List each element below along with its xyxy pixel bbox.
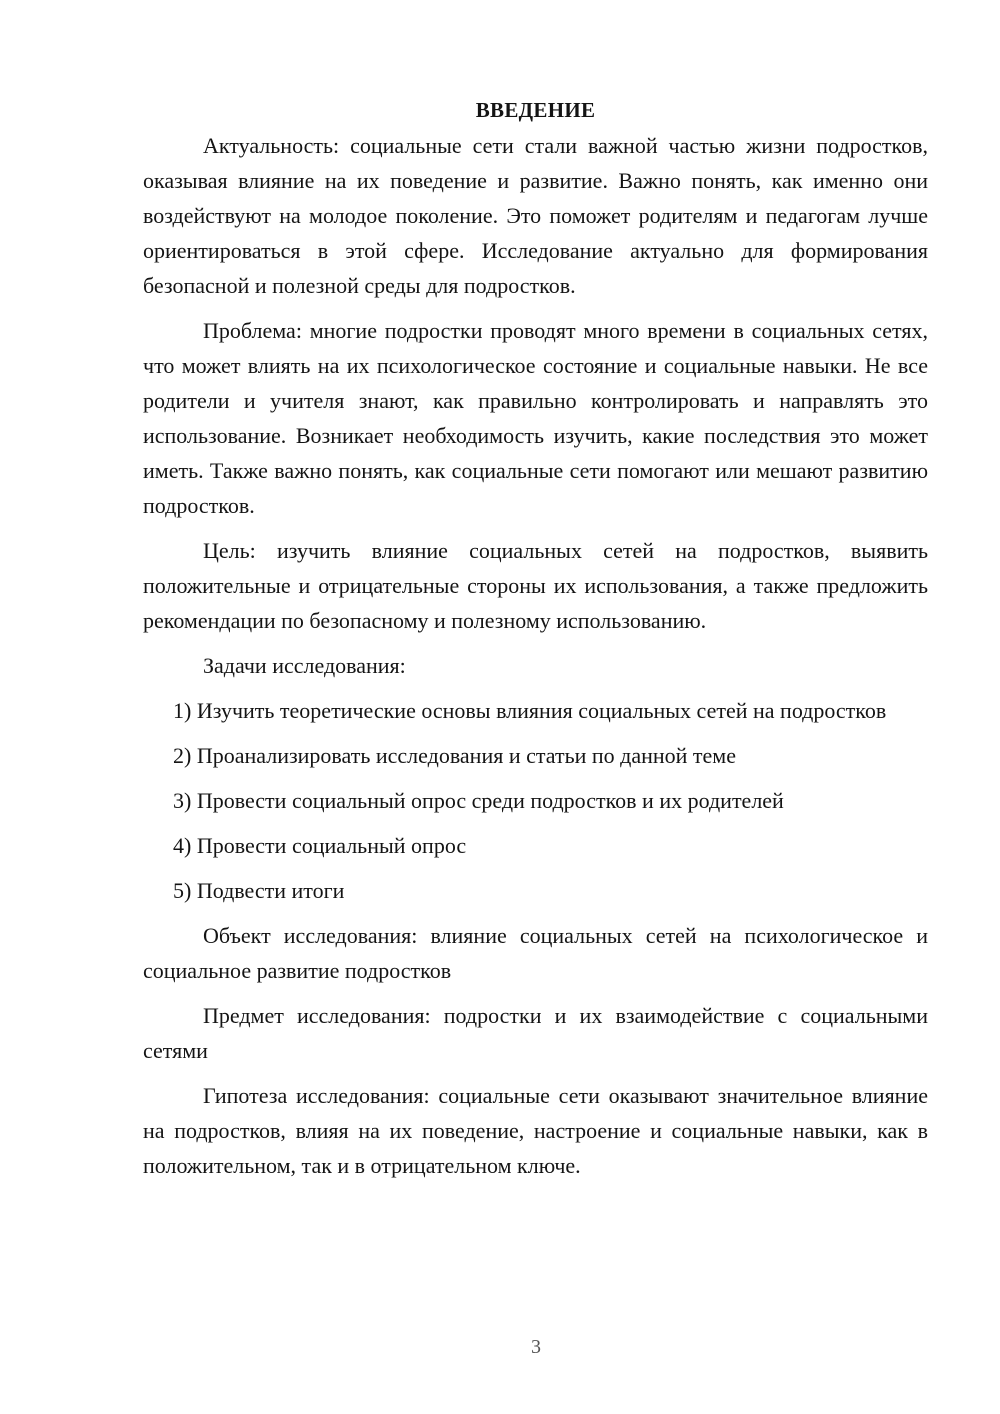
section-title: ВВЕДЕНИЕ [475, 98, 596, 122]
task-item-5: 5) Подвести итоги [173, 878, 345, 903]
hypothesis-paragraph: Гипотеза исследования: социальные сети оказывают значительное влияние на подростков, влияя на их поведение, настроение и социальные навыки, как в положительном, так и в отрицательном ключе. [143, 1083, 928, 1178]
relevance-paragraph: Актуальность: социальные сети стали важной частью жизни подростков, оказывая влияние на их поведение и развитие. Важно понять, как именно они воздействуют на молодое поколение. Это поможет родителям и педагогам лучше ориентироваться в этой сфере. Исследование актуально для формирования безопасной и полезной среды для подростков. [143, 133, 928, 298]
task-item-3: 3) Провести социальный опрос среди подростков и их родителей [173, 788, 784, 813]
page-number: 3 [531, 1336, 541, 1358]
subject-paragraph: Предмет исследования: подростки и их взаимодействие с социальными сетями [143, 1003, 928, 1063]
page-content [143, 92, 928, 1183]
task-item-4: 4) Провести социальный опрос [173, 833, 467, 858]
task-item-2: 2) Проанализировать исследования и статьи по данной теме [173, 743, 736, 768]
object-paragraph: Объект исследования: влияние социальных сетей на психологическое и социальное развитие подростков [143, 923, 928, 983]
problem-paragraph: Проблема: многие подростки проводят много времени в социальных сетях, что может влиять на их психологическое состояние и социальные навыки. Не все родители и учителя знают, как правильно контролировать и направлять это использование. Возникает необходимость изучить, какие последствия это может иметь. Также важно понять, как социальные сети помогают или мешают развитию подростков. [143, 318, 928, 518]
tasks-heading: Задачи исследования: [203, 653, 406, 678]
goal-paragraph: Цель: изучить влияние социальных сетей на подростков, выявить положительные и отрицательные стороны их использования, а также предложить рекомендации по безопасному и полезному использованию. [143, 538, 928, 633]
task-item-1: 1) Изучить теоретические основы влияния социальных сетей на подростков [173, 698, 887, 723]
